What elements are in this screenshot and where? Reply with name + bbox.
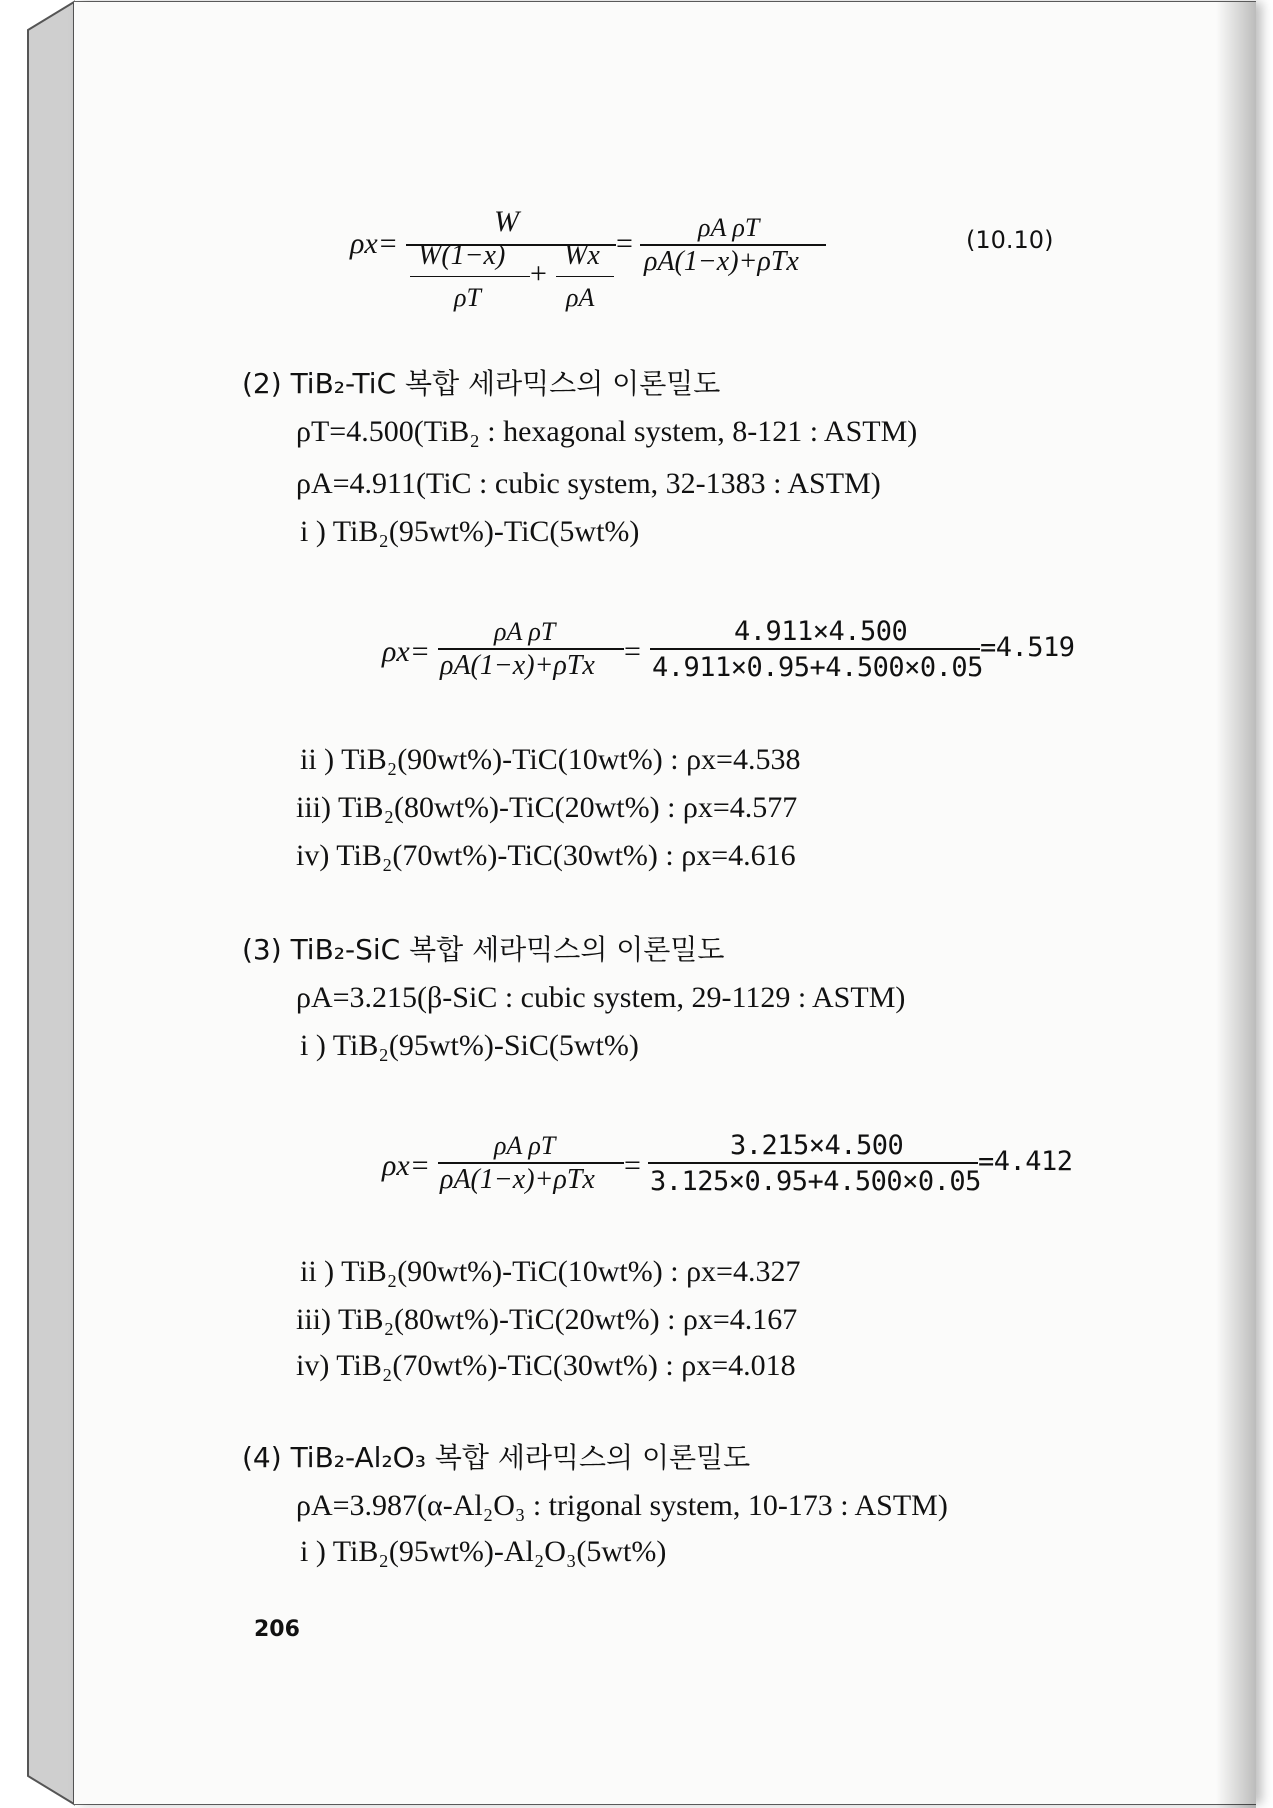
calc3-f1-numerator: ρA ρT: [494, 1131, 556, 1160]
calc3-f2-numerator: 3.215×4.500: [730, 1130, 904, 1161]
calc2-f1-denominator: ρA(1−x)+ρTx: [440, 650, 595, 681]
section-3-heading: (3) TiB₂-SiC 복합 세라믹스의 이론밀도: [242, 933, 725, 966]
eq-plus: +: [530, 257, 547, 290]
section-2-rho-t: ρT=4.500(TiB₂ : hexagonal system, 8-121 : ASTM): [296, 415, 918, 448]
eq-frac1-den-b-bar: [556, 276, 614, 277]
eq-frac1-den-a-den: ρT: [454, 283, 481, 312]
section-3-item-iii: iii) TiB₂(80wt%)-TiC(20wt%) : ρx=4.167: [296, 1303, 798, 1336]
eq-frac1-den-a-num: W(1−x): [418, 240, 506, 271]
section-3-item-ii: ii ) TiB₂(90wt%)-TiC(10wt%) : ρx=4.327: [300, 1255, 801, 1288]
calc3-equals: =: [624, 1149, 641, 1182]
page-number: 206: [254, 1617, 300, 1642]
calc3-lhs: ρx=: [382, 1149, 430, 1182]
calc3-f2-denominator: 3.125×0.95+4.500×0.05: [650, 1166, 981, 1197]
calc2-lhs: ρx=: [382, 635, 430, 668]
section-4-heading: (4) TiB₂-Al₂O₃ 복합 세라믹스의 이론밀도: [242, 1441, 751, 1474]
eq-frac2-denominator: ρA(1−x)+ρTx: [644, 246, 799, 277]
equation-number: (10.10): [966, 226, 1054, 254]
section-2-item-ii: ii ) TiB₂(90wt%)-TiC(10wt%) : ρx=4.538: [300, 743, 801, 776]
calc2-equals: =: [624, 635, 641, 668]
calc3-result: =4.412: [978, 1146, 1073, 1177]
calc2-f1-numerator: ρA ρT: [494, 617, 556, 646]
eq-frac1-numerator: W: [494, 205, 519, 238]
section-2-item-iv: iv) TiB₂(70wt%)-TiC(30wt%) : ρx=4.616: [296, 839, 796, 872]
calc2-result: =4.519: [980, 632, 1075, 663]
calc2-f2-numerator: 4.911×4.500: [734, 616, 908, 647]
section-2-item-i: i ) TiB₂(95wt%)-TiC(5wt%): [300, 515, 640, 548]
eq-lhs: ρx=: [350, 227, 398, 260]
calc3-f1-denominator: ρA(1−x)+ρTx: [440, 1164, 595, 1195]
eq-frac1-den-a-bar: [410, 276, 530, 277]
section-4-item-i: i ) TiB₂(95wt%)-Al₂O₃(5wt%): [300, 1535, 667, 1568]
section-3-item-i: i ) TiB₂(95wt%)-SiC(5wt%): [300, 1029, 639, 1062]
eq-frac1-den-b-den: ρA: [566, 283, 595, 312]
section-3-rho-a: ρA=3.215(β-SiC : cubic system, 29-1129 : ASTM): [296, 981, 906, 1014]
calc2-f2-denominator: 4.911×0.95+4.500×0.05: [652, 652, 983, 683]
section-2-item-iii: iii) TiB₂(80wt%)-TiC(20wt%) : ρx=4.577: [296, 791, 798, 824]
eq-equals: =: [616, 227, 633, 260]
section-4-rho-a: ρA=3.987(α-Al₂O₃ : trigonal system, 10-173 : ASTM): [296, 1489, 948, 1522]
section-3-item-iv: iv) TiB₂(70wt%)-TiC(30wt%) : ρx=4.018: [296, 1349, 796, 1382]
eq-frac2-numerator: ρA ρT: [698, 213, 760, 242]
section-2-rho-a: ρA=4.911(TiC : cubic system, 32-1383 : ASTM): [296, 467, 881, 500]
section-2-heading: (2) TiB₂-TiC 복합 세라믹스의 이론밀도: [242, 367, 721, 400]
eq-frac1-den-b-num: Wx: [564, 240, 600, 271]
page-edge-shadow: [1216, 2, 1256, 1808]
